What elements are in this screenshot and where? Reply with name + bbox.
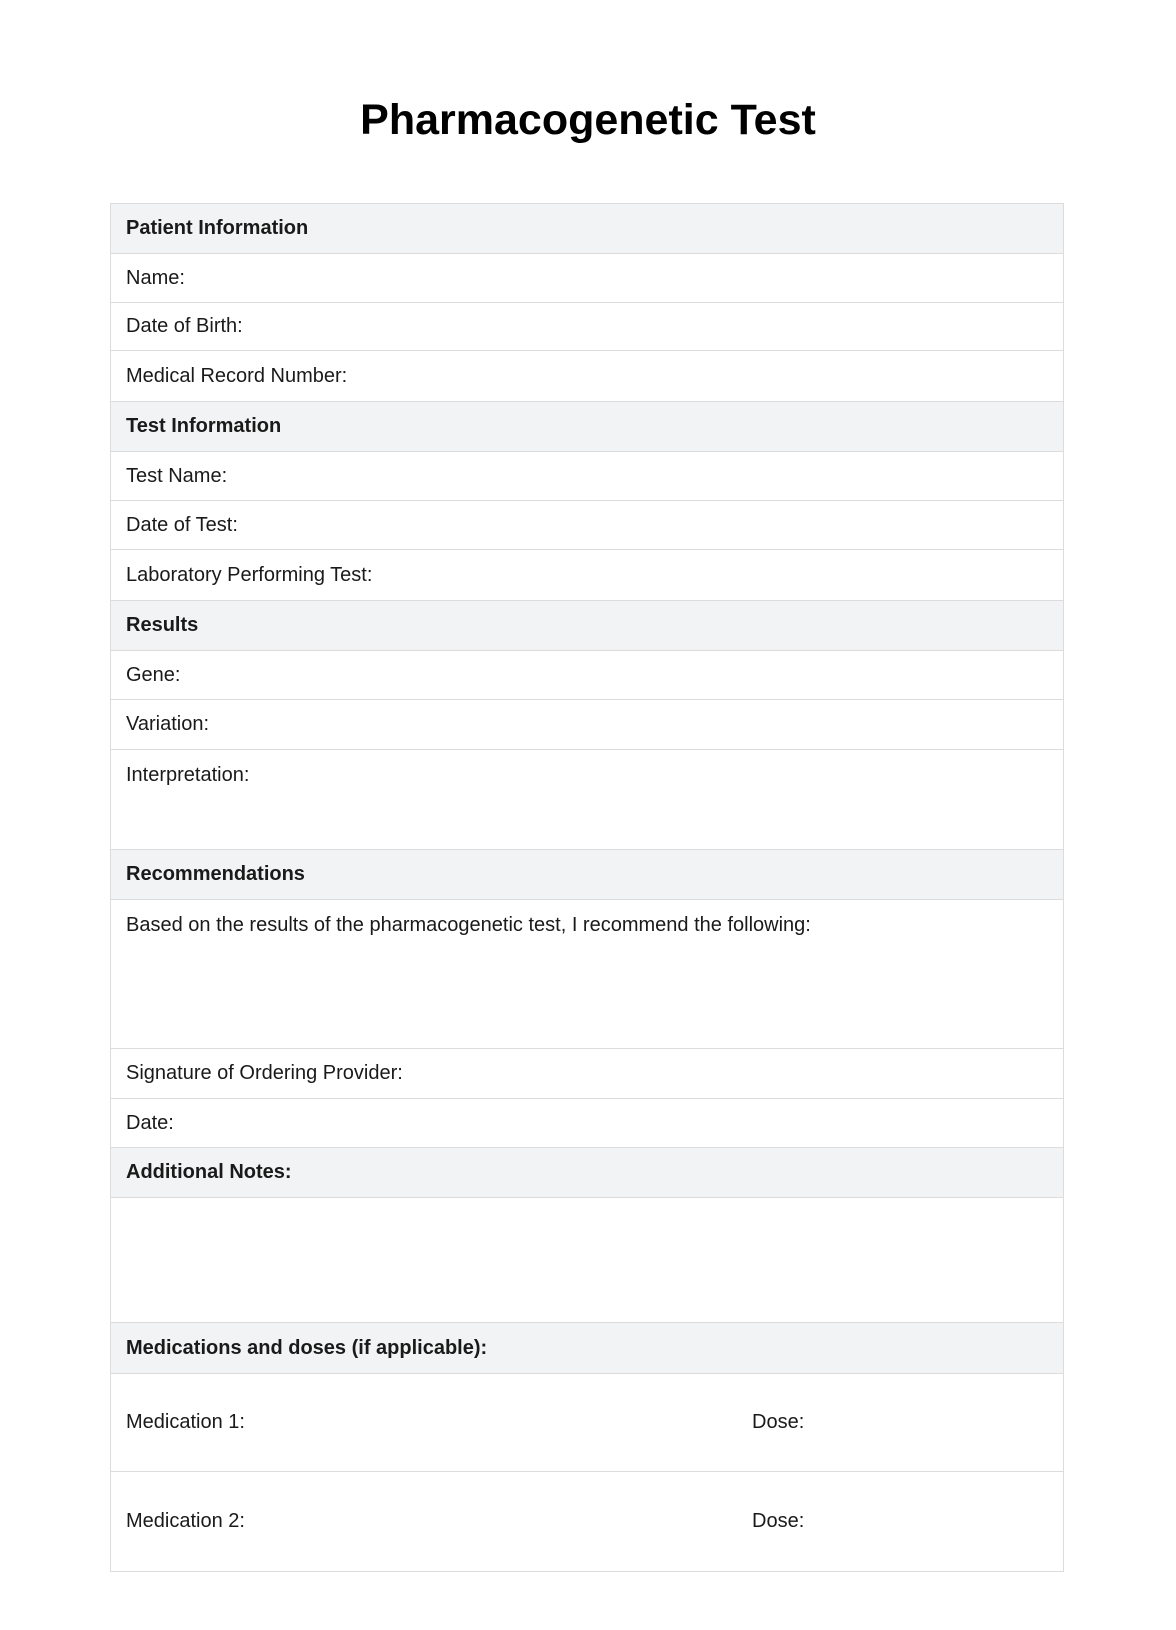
field-gene[interactable]: Gene: — [111, 651, 1063, 700]
medication-row-1[interactable] — [111, 1374, 1063, 1472]
page-title: Pharmacogenetic Test — [360, 96, 816, 144]
dose-label: Dose: — [752, 1411, 805, 1433]
field-additional-notes[interactable] — [111, 1198, 1063, 1323]
field-date-of-test[interactable]: Date of Test: — [111, 501, 1063, 550]
section-header-recommendations: Recommendations — [111, 850, 1063, 900]
medication-label: Medication 1: — [126, 1411, 245, 1433]
field-interpretation[interactable]: Interpretation: — [111, 750, 1063, 850]
field-name[interactable]: Name: — [111, 254, 1063, 303]
field-date-of-birth[interactable]: Date of Birth: — [111, 303, 1063, 351]
section-header-patient-information: Patient Information — [111, 204, 1063, 254]
field-medical-record-number[interactable]: Medical Record Number: — [111, 351, 1063, 402]
medication-row-2[interactable] — [111, 1472, 1063, 1571]
medication-label: Medication 2: — [126, 1510, 245, 1532]
field-laboratory[interactable]: Laboratory Performing Test: — [111, 550, 1063, 601]
field-test-name[interactable]: Test Name: — [111, 452, 1063, 501]
field-date[interactable]: Date: — [111, 1099, 1063, 1148]
field-signature[interactable]: Signature of Ordering Provider: — [111, 1049, 1063, 1099]
section-header-test-information: Test Information — [111, 402, 1063, 452]
field-variation[interactable]: Variation: — [111, 700, 1063, 750]
pharmacogenetic-form — [110, 203, 1064, 1572]
section-header-additional-notes: Additional Notes: — [111, 1148, 1063, 1198]
section-header-results: Results — [111, 601, 1063, 651]
dose-label: Dose: — [752, 1510, 805, 1532]
field-recommendations[interactable]: Based on the results of the pharmacogenetic test, I recommend the following: — [111, 900, 1063, 1049]
section-header-medications: Medications and doses (if applicable): — [111, 1323, 1063, 1374]
